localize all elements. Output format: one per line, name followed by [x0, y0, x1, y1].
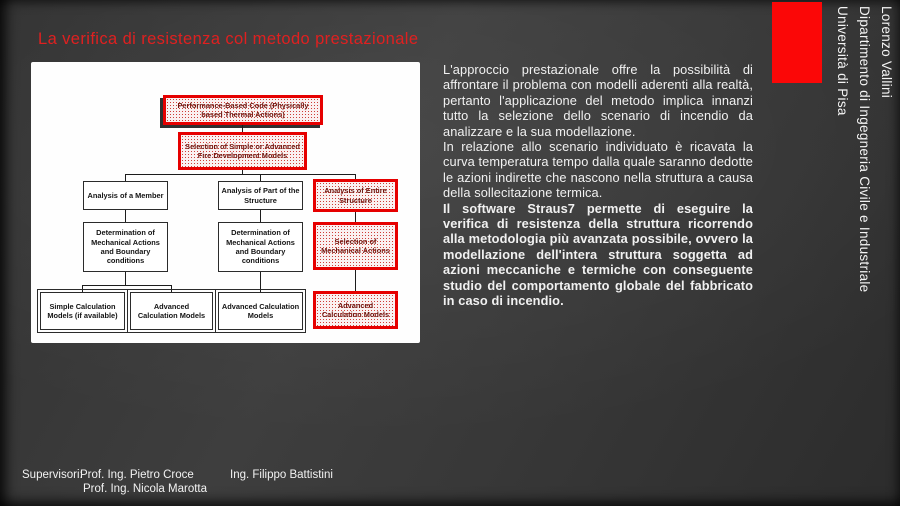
flowchart-box-determination-1: Determination of Mechanical Actions and Boundary conditions	[83, 222, 168, 272]
connector-line	[260, 210, 261, 222]
flowchart-box-determination-2: Determination of Mechanical Actions and Boundary conditions	[218, 222, 303, 272]
connector-line	[82, 285, 83, 292]
credit-author: Lorenzo Vallini	[879, 6, 894, 99]
flowchart-box-analysis-part: Analysis of Part of the Structure	[218, 181, 303, 210]
supervisor-name-1: Prof. Ing. Pietro Croce	[80, 469, 194, 481]
connector-line	[242, 125, 243, 132]
flowchart-box-advanced-calc-2: Advanced Calculation Models	[218, 292, 303, 330]
connector-line	[355, 212, 356, 222]
flowchart-box-analysis-member: Analysis of a Member	[83, 181, 168, 210]
connector-line	[125, 210, 126, 222]
body-paragraph-1: L'approccio prestazionale offre la possibilità di affrontare il problema con modelli aderenti alla realtà, pertanto l'applicazione del metodo implica innanzi tutto la selezione dello scenario di incendio da analizzare e la sua modellazione.	[443, 62, 753, 139]
flowchart-box-selection-mech: Selection of Mechanical Actions	[313, 222, 398, 270]
body-paragraph-3: Il software Straus7 permette di eseguire la verifica di resistenza della struttura ricorrendo alla metodologia più avanzata possibile, ovvero la modellazione dell'intera struttura soggetta ad azioni meccaniche e termiche con conseguente studio del comportamento globale del fabbricato in caso di incendio.	[443, 200, 753, 309]
flowchart-box-simple-calc: Simple Calculation Models (if available)	[40, 292, 125, 330]
supervisors-label: Supervisori:	[22, 469, 83, 481]
connector-line	[355, 270, 356, 291]
flowchart-box-performance-code: Performance-Based Code (Physically based Thermal Actions)	[163, 95, 323, 125]
credit-university: Università di Pisa	[835, 6, 850, 116]
supervisor-name-2: Ing. Filippo Battistini	[230, 469, 333, 481]
connector-line	[260, 272, 261, 292]
supervisor-name-3: Prof. Ing. Nicola Marotta	[83, 483, 207, 495]
body-paragraph-2: In relazione allo scenario individuato è ricavata la curva temperatura tempo dalla quale saranno dedotte le azioni indirette che nascono nella struttura a causa della sollecitazione termica.	[443, 139, 753, 201]
credit-department: Dipartimento di Ingegneria Civile e Industriale	[857, 6, 872, 293]
flowchart-box-analysis-entire: Analysis of Entire Structure	[313, 179, 398, 212]
connector-line	[260, 174, 261, 181]
flowchart-box-advanced-calc-3: Advanced Calculation Models	[313, 291, 398, 329]
connector-line	[171, 285, 172, 292]
connector-line	[82, 285, 172, 286]
connector-line	[125, 272, 126, 285]
body-text-block	[443, 62, 753, 309]
flowchart-box-advanced-calc-1: Advanced Calculation Models	[130, 292, 213, 330]
slide-title: La verifica di resistenza col metodo prestazionale	[38, 30, 419, 48]
credits-vertical	[831, 6, 897, 406]
flowchart-box-fire-models: Selection of Simple or Advanced Fire Development Models	[178, 132, 307, 170]
connector-line	[125, 174, 356, 175]
flowchart-panel	[31, 62, 420, 343]
red-accent-block	[772, 2, 822, 83]
connector-line	[125, 174, 126, 181]
